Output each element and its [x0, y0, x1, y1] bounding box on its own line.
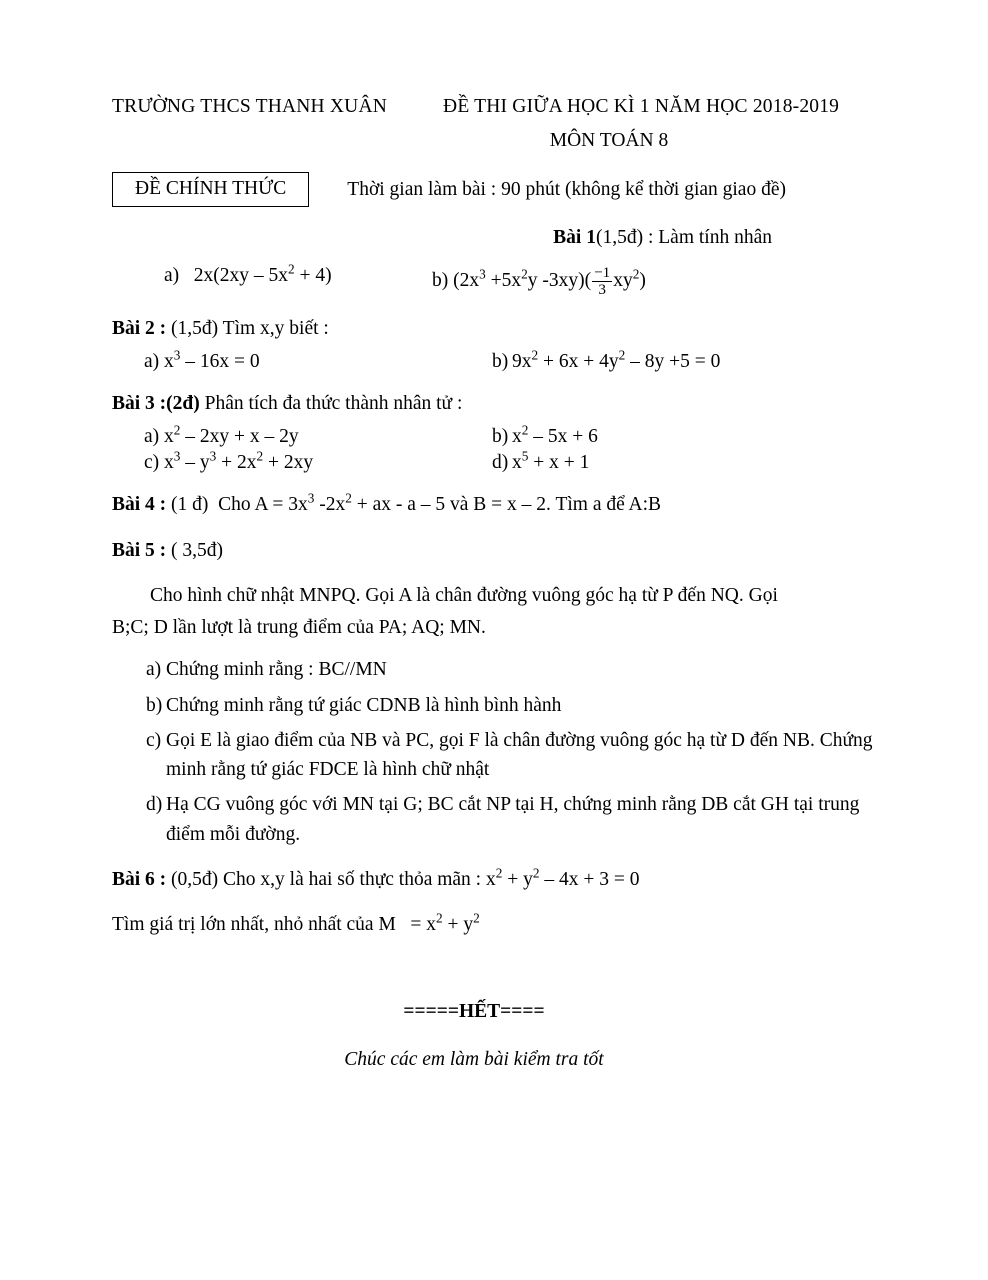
question-3-item-d-text: $x^5 + x + 1$ — [512, 448, 590, 474]
question-3-item-b-marker: b) — [492, 426, 509, 448]
subject-line: MÔN TOÁN 8 — [549, 130, 669, 151]
question-5-item-d — [112, 790, 876, 849]
exam-duration-text: Thời gian làm bài : 90 phút (không kể thời gian giao đề) — [347, 178, 786, 200]
question-5-item-b-marker: b) — [146, 694, 163, 716]
question-1-item-b: b) ($2x^3 +5x^2y$ -3xy)( $\frac{-1}{3}$ $xy^2$) — [432, 264, 646, 298]
question-6-title — [112, 866, 876, 894]
question-5-items — [112, 655, 876, 849]
document-content — [112, 96, 876, 1071]
question-3-title-rest: Phân tích đa thức thành nhân tử : — [199, 393, 463, 415]
question-5-item-c — [112, 726, 876, 785]
question-1-item-a: a) $2x(2xy - 5x^2 + 4)$ — [164, 261, 332, 286]
question-2-label: Bài 2 : — [112, 317, 167, 339]
question-4-label: Bài 4 : — [112, 494, 167, 516]
question-5-label: Bài 5 : — [112, 539, 167, 561]
question-5-title — [112, 537, 876, 565]
question-2-item-b-text: $9x^2 + 6x + 4y^2 - 8y +5 = 0$ — [512, 347, 721, 373]
question-5-item-a-marker: a) — [146, 659, 162, 681]
school-name: TRƯỜNG THCS THANH XUÂN — [112, 96, 388, 117]
fraction-minus-one-third — [592, 265, 612, 298]
question-3-label: Bài 3 :(2đ) — [112, 393, 200, 415]
question-2-title — [112, 315, 876, 343]
question-2-title-rest: (1,5đ) Tìm x,y biết : — [171, 317, 329, 339]
question-2-items — [112, 347, 876, 373]
question-6-followup — [112, 911, 876, 939]
end-marker: =====HẾT==== — [403, 1001, 545, 1023]
question-3-item-c — [112, 448, 460, 474]
question-5-item-b — [112, 691, 876, 720]
fraction-numerator: −1 — [594, 264, 611, 281]
question-3-item-a-text: $x^2 - 2xy + x - 2y$ — [164, 422, 299, 448]
question-1-label: Bài 1 — [553, 227, 596, 248]
question-2-row — [112, 347, 876, 373]
question-1-title-rest: (1,5đ) : Làm tính nhân — [595, 227, 772, 248]
fraction-denominator: 3 — [598, 280, 606, 298]
document-header — [112, 96, 876, 118]
question-3-item-a-marker: a) — [144, 426, 160, 448]
question-4-text: (1 đ) Cho $A = 3x^3$ $-2x^2$ + ax - a – 5 và B = x – 2. Tìm a để A:B — [171, 490, 662, 516]
official-exam-badge: ĐỀ CHÍNH THỨC — [112, 172, 309, 207]
question-5-item-a — [112, 655, 876, 684]
question-5-title-rest: ( 3,5đ) — [171, 539, 224, 561]
question-2-item-b — [460, 347, 876, 373]
question-3-row — [112, 448, 876, 474]
question-3-row — [112, 422, 876, 448]
question-3-item-c-marker: c) — [144, 452, 160, 474]
question-5-item-d-text: Hạ CG vuông góc với MN tại G; BC cắt NP tại H, chứng minh rằng DB cắt GH tại trung điểm mỗi đường. — [166, 794, 860, 845]
question-6-text: (0,5đ) Cho x,y là hai số thực thỏa mãn : $x^2 + y^2 - 4x + 3 = 0$ — [171, 865, 640, 890]
question-6-followup-text: Tìm giá trị lớn nhất, nhỏ nhất của $M = x^2 + y^2$ — [112, 910, 480, 936]
question-1-item-b-marker: b) — [432, 269, 449, 291]
question-2-item-a-text: $x^3 - 16x = 0$ — [164, 347, 260, 373]
question-3-title — [112, 390, 876, 418]
question-5-item-c-text: Gọi E là giao điểm của NB và PC, gọi F là chân đường vuông góc hạ từ D đến NB. Chứng minh rằng tứ giác FDCE là hình chữ nhật — [166, 729, 873, 781]
question-1-title — [112, 227, 876, 249]
question-1-items — [112, 261, 876, 298]
question-5-intro-line-1: Cho hình chữ nhật MNPQ. Gọi A là chân đường vuông góc hạ từ P đến NQ. Gọi — [150, 584, 778, 606]
question-2-item-b-marker: b) — [492, 351, 509, 373]
question-4-title — [112, 491, 876, 519]
exam-title: ĐỀ THI GIỮA HỌC KÌ 1 NĂM HỌC 2018-2019 — [443, 96, 840, 117]
question-3-items — [112, 422, 876, 474]
question-2-item-a — [112, 347, 460, 373]
question-3-item-b-text: $x^2 - 5x + 6$ — [512, 422, 598, 448]
question-3-item-a — [112, 422, 460, 448]
question-5-item-a-text: Chứng minh rằng : BC//MN — [166, 659, 387, 681]
official-row — [112, 172, 876, 207]
question-5-item-c-marker: c) — [146, 729, 162, 751]
question-3-item-d-marker: d) — [492, 452, 509, 474]
question-2-item-a-marker: a) — [144, 351, 160, 373]
question-1-item-a-marker: a) — [164, 265, 180, 286]
good-luck-note: Chúc các em làm bài kiểm tra tốt — [344, 1049, 604, 1071]
question-3-item-b — [460, 422, 876, 448]
question-5-item-d-marker: d) — [146, 794, 163, 816]
question-3-item-d — [460, 448, 876, 474]
question-3-item-c-text: $x^3 - y^3 + 2x^2 + 2xy$ — [164, 448, 314, 474]
question-6-label: Bài 6 : — [112, 868, 167, 890]
question-5-intro-line-2: B;C; D lần lượt là trung điểm của PA; AQ; MN. — [112, 617, 486, 639]
question-5-item-b-text: Chứng minh rằng tứ giác CDNB là hình bình hành — [166, 694, 562, 716]
